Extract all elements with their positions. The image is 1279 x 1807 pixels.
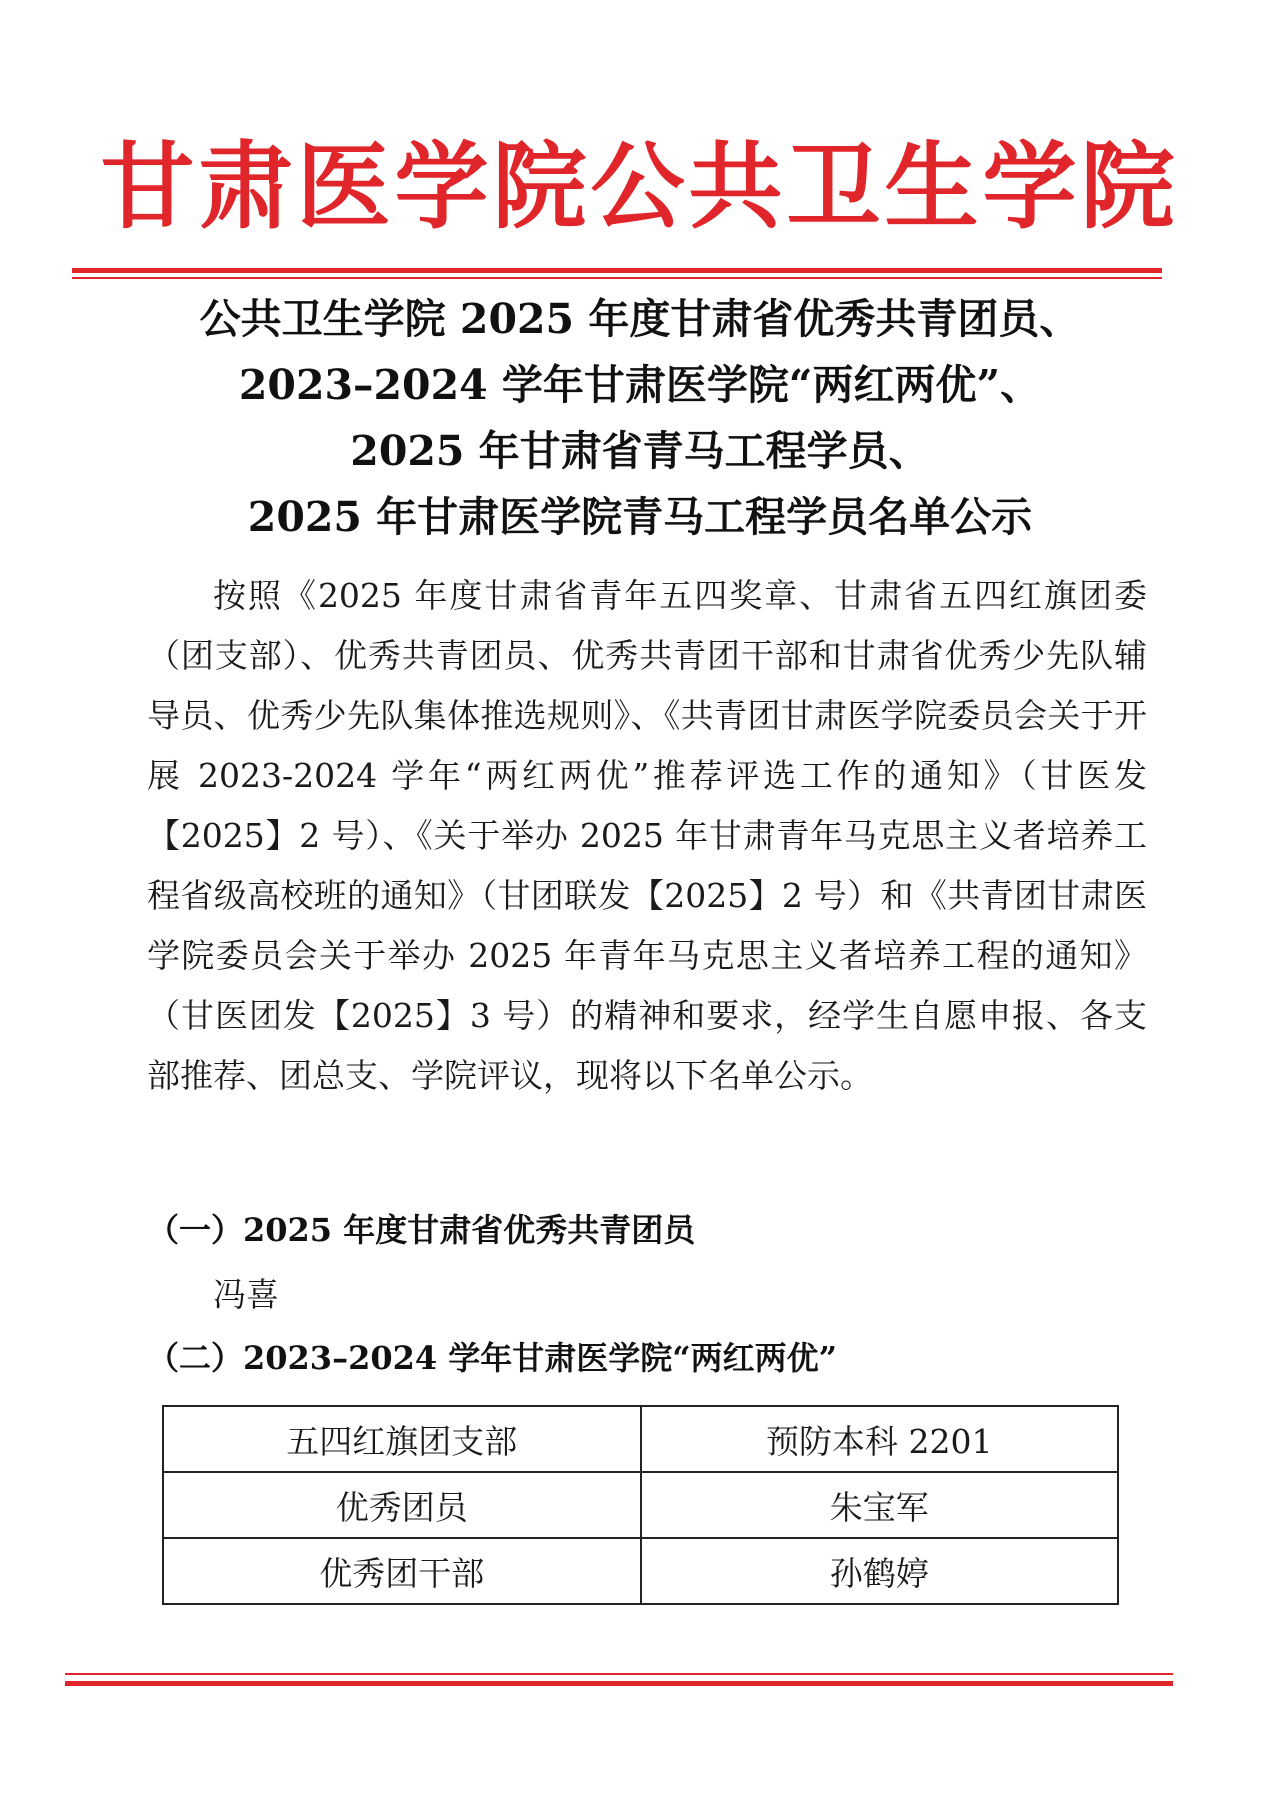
table-row <box>163 1538 1118 1604</box>
bottom-red-rule-thin <box>65 1673 1173 1675</box>
section-1-heading: （一）2025 年度甘肃省优秀共青团员 <box>147 1211 696 1249</box>
table-row <box>163 1472 1118 1538</box>
body-paragraph: 按照《2025 年度甘肃省青年五四奖章、甘肃省五四红旗团委（团支部）、优秀共青团员、优秀共青团干部和甘肃省优秀少先队辅导员、优秀少先队集体推选规则》、《共青团甘肃医学院委员会关于开展 2023-2024 学年“两红两优”推荐评选工作的通知》（甘医发【2025】2 号）、《关于举办 2025 年甘肃青年马克思主义者培养工程省级高校班的通知》（甘团联发【2025】2 号）和《共青团甘肃医学院委员会关于举办 2025 年青年马克思主义者培养工程的通知》（甘医团发【2025】3 号）的精神和要求，经学生自愿申报、各支部推荐、团总支、学院评议，现将以下名单公示。 <box>147 576 1147 1095</box>
title-line-2: 2023–2024 学年甘肃医学院“两红两优”、 <box>238 361 1042 409</box>
table-row <box>163 1406 1118 1472</box>
top-red-rule-thin <box>72 277 1162 279</box>
table-cell-category: 优秀团员 <box>163 1472 641 1538</box>
table-cell-category: 优秀团干部 <box>163 1538 641 1604</box>
bottom-red-rule-thick <box>65 1681 1173 1686</box>
section-2-heading: （二）2023–2024 学年甘肃医学院“两红两优” <box>147 1339 838 1377</box>
title-line-1: 公共卫生学院 2025 年度甘肃省优秀共青团员、 <box>199 295 1081 343</box>
table-cell-value: 预防本科 2201 <box>641 1406 1119 1472</box>
table-cell-category: 五四红旗团支部 <box>163 1406 641 1472</box>
top-red-rule-thick <box>72 268 1162 273</box>
table-cell-value: 朱宝军 <box>641 1472 1119 1538</box>
honors-table <box>162 1405 1119 1605</box>
letterhead-title: 甘肃医学院公共卫生学院 <box>100 132 1179 242</box>
section-1-name: 冯喜 <box>213 1275 279 1314</box>
table-cell-value: 孙鹤婷 <box>641 1538 1119 1604</box>
title-line-4: 2025 年甘肃医学院青马工程学员名单公示 <box>247 493 1033 541</box>
title-line-3: 2025 年甘肃省青马工程学员、 <box>350 427 930 475</box>
document-title <box>120 286 1160 550</box>
